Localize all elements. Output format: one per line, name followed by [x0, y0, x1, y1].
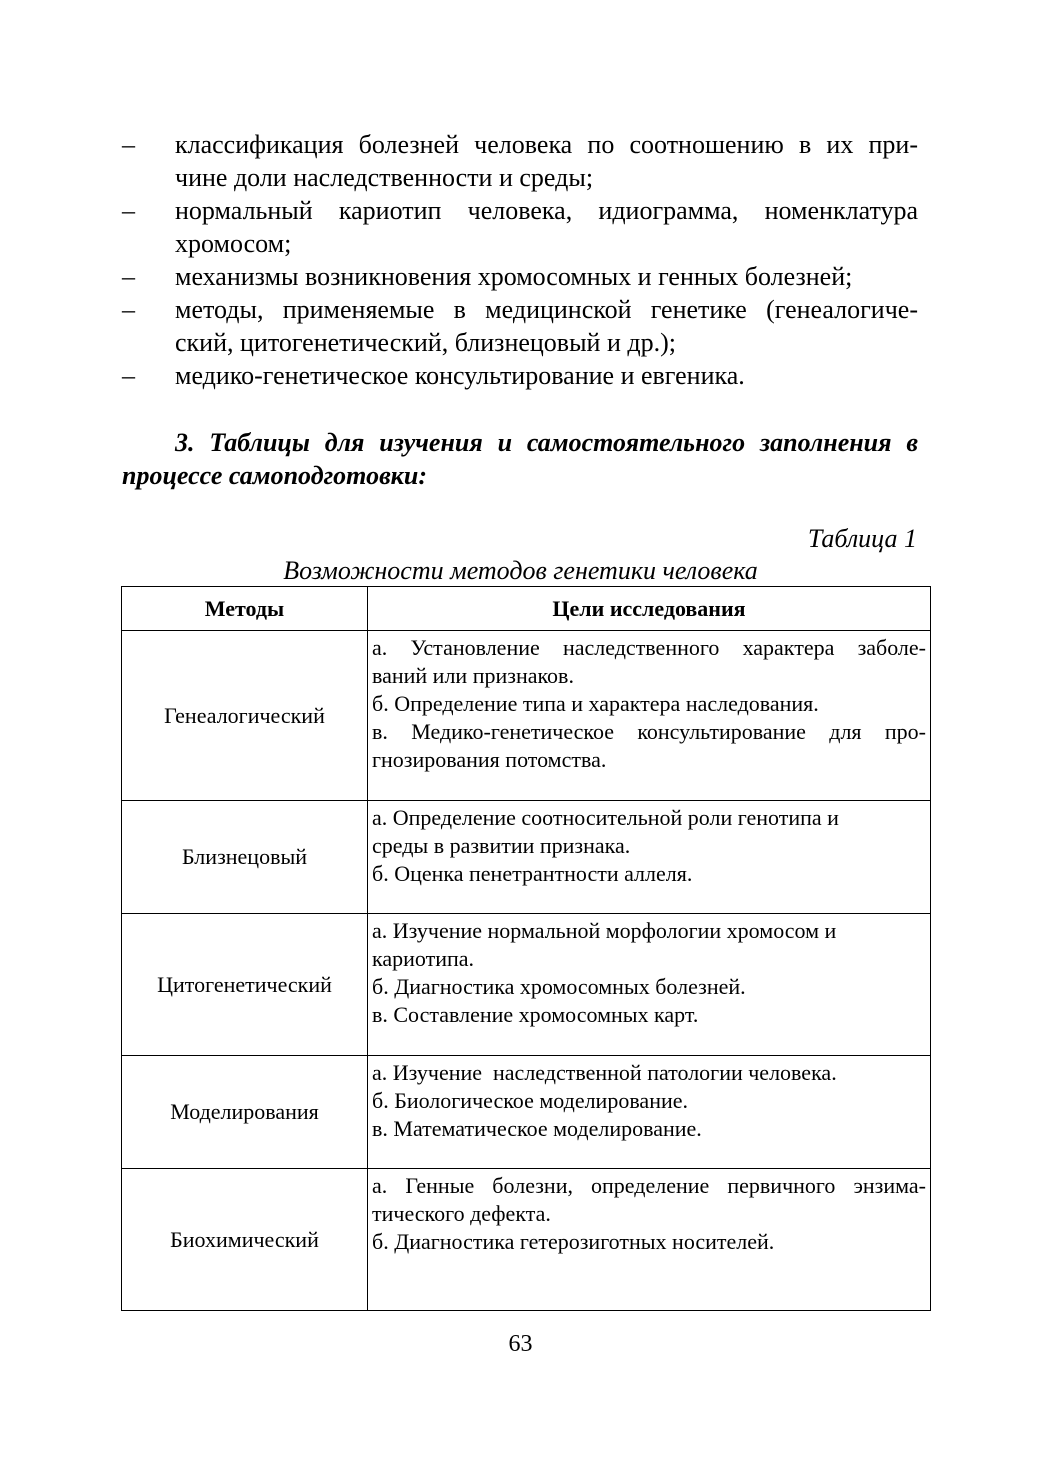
- column-header-methods: Методы: [122, 587, 368, 631]
- topics-list: [122, 128, 918, 392]
- goal-line: тического дефекта.: [372, 1201, 551, 1226]
- list-item-text: методы, применяемые в медицинской генетике (генеалогиче-: [175, 295, 918, 324]
- table-row: [122, 801, 931, 914]
- section-heading-line: 3. Таблицы для изучения и самостоятельного заполнения в: [175, 428, 918, 457]
- goal-line: ваний или признаков.: [372, 663, 574, 688]
- list-item-text: чине доли наследственности и среды;: [175, 163, 594, 192]
- list-item: [122, 128, 918, 194]
- goal-line: б. Оценка пенетрантности аллеля.: [372, 861, 693, 886]
- list-item-text: нормальный кариотип человека, идиограмма, номенклатура: [175, 196, 918, 225]
- goal-line: кариотипа.: [372, 946, 475, 971]
- table-caption: Возможности методов генетики человека: [283, 556, 758, 585]
- column-header-goals: Цели исследования: [368, 587, 931, 631]
- goal-line: а. Изучение нормальной морфологии хромосом и: [372, 918, 837, 943]
- table-row: [122, 1169, 931, 1311]
- goal-line: гнозирования потомства.: [372, 747, 607, 772]
- section-heading-line: процессе самоподготовки:: [122, 461, 427, 490]
- list-item-text: ский, цитогенетический, близнецовый и др.);: [175, 328, 676, 357]
- list-item-text: классификация болезней человека по соотношению в их при-: [175, 130, 918, 159]
- goal-line: б. Определение типа и характера наследования.: [372, 691, 819, 716]
- goals-cell: [368, 631, 931, 801]
- goals-cell: [368, 1169, 931, 1311]
- method-cell: Моделирования: [122, 1056, 368, 1169]
- goal-line: б. Диагностика хромосомных болезней.: [372, 974, 746, 999]
- list-item-text: механизмы возникновения хромосомных и генных болезней;: [175, 262, 853, 291]
- list-item: [122, 359, 918, 392]
- table-number-label: Таблица 1: [807, 524, 917, 553]
- table-row: [122, 914, 931, 1056]
- table-header-row: [122, 587, 931, 631]
- goal-line: в. Составление хромосомных карт.: [372, 1002, 699, 1027]
- goal-line: б. Диагностика гетерозиготных носителей.: [372, 1229, 775, 1254]
- table-row: [122, 631, 931, 801]
- list-dash: –: [122, 262, 135, 291]
- goal-line: в. Медико-генетическое консультирование для про-: [372, 719, 926, 744]
- section-heading: [122, 426, 918, 492]
- goal-line: а. Генные болезни, определение первичного энзима-: [372, 1173, 926, 1198]
- goal-line: в. Математическое моделирование.: [372, 1116, 702, 1141]
- goal-line: а. Определение соотносительной роли генотипа и: [372, 805, 839, 830]
- goals-cell: [368, 1056, 931, 1169]
- table-row: [122, 1056, 931, 1169]
- method-cell: Цитогенетический: [122, 914, 368, 1056]
- goal-line: а. Установление наследственного характера заболе-: [372, 635, 926, 660]
- list-dash: –: [122, 130, 135, 159]
- page-number: 63: [508, 1331, 533, 1357]
- list-item-text: хромосом;: [175, 229, 292, 258]
- method-cell: Генеалогический: [122, 631, 368, 801]
- goal-line: б. Биологическое моделирование.: [372, 1088, 689, 1113]
- list-dash: –: [122, 295, 135, 324]
- list-item: [122, 194, 918, 260]
- goals-cell: [368, 914, 931, 1056]
- methods-table: [121, 586, 931, 1311]
- list-item-text: медико-генетическое консультирование и евгеника.: [175, 361, 745, 390]
- method-cell: Близнецовый: [122, 801, 368, 914]
- goal-line: а. Изучение наследственной патологии человека.: [372, 1060, 837, 1085]
- goal-line: среды в развитии признака.: [372, 833, 631, 858]
- list-dash: –: [122, 196, 135, 225]
- method-cell: Биохимический: [122, 1169, 368, 1311]
- goals-cell: [368, 801, 931, 914]
- list-dash: –: [122, 361, 135, 390]
- list-item: [122, 293, 918, 359]
- list-item: [122, 260, 918, 293]
